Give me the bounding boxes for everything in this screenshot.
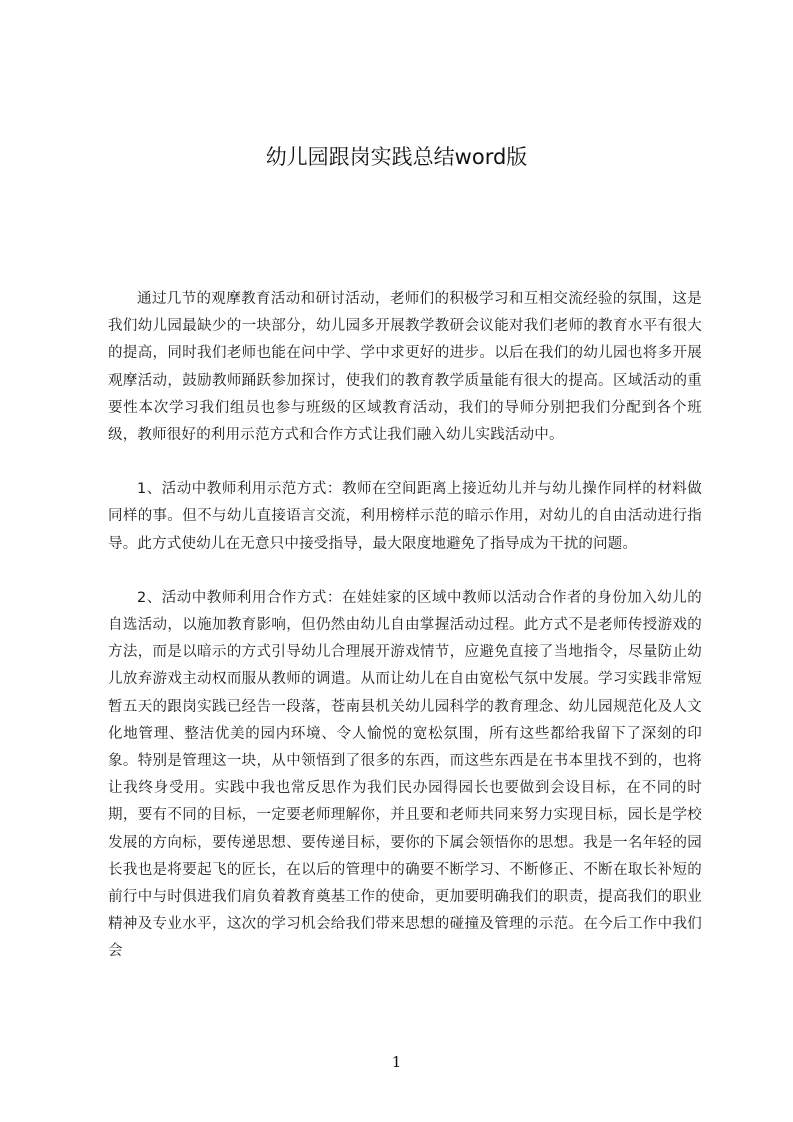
paragraph-cooperation-method: 2、活动中教师利用合作方式：在娃娃家的区域中教师以活动合作者的身份加入幼儿的自选活动，以施加教育影响，但仍然由幼儿自由掌握活动过程。此方式不是老师传授游戏的方法，而是以暗示的方式引导幼儿合理展开游戏情节，应避免直接了当地指令，尽量防止幼儿放弃游戏主动权而服从教师的调遣。从而让幼儿在自由宽松气氛中发展。学习实践非常短暂五天的跟岗实践已经告一段落，苍南县机关幼儿园科学的教育理念、幼儿园规范化及人文化地管理、整洁优美的园内环境、令人愉悦的宽松氛围，所有这些都给我留下了深刻的印象。特别是管理这一块，从中领悟到了很多的东西，而这些东西是在书本里找不到的，也将让我终身受用。实践中我也常反思作为我们民办园得园长也要做到会设目标，在不同的时期，要有不同的目标，一定要老师理解你，并且要和老师共同来努力实现目标，园长是学校发展的方向标，要传递思想、要传递目标，要你的下属会领悟你的思想。我是一名年轻的园长我也是将要起飞的匠长，在以后的管理中的确要不断学习、不断修正、不断在取长补短的前行中与时俱进我们肩负着教育奠基工作的使命，更加要明确我们的职责，提高我们的职业精神及专业水平，这次的学习机会给我们带来思想的碰撞及管理的示范。在今后工作中我们会 [108, 589, 702, 960]
paragraph-demonstration-method: 1、活动中教师利用示范方式：教师在空间距离上接近幼儿并与幼儿操作同样的材料做同样的事。但不与幼儿直接语言交流，利用榜样示范的暗示作用，对幼儿的自由活动进行指导。此方式使幼儿在无意只中接受指导，最大限度地避免了指导成为干扰的问题。 [108, 481, 702, 552]
document-title: 幼儿园跟岗实践总结word版 [265, 145, 528, 169]
document-body [108, 286, 702, 993]
page-number: 1 [391, 1053, 402, 1071]
paragraph-intro: 通过几节的观摩教育活动和研讨活动，老师们的积极学习和互相交流经验的氛围，这是我们幼儿园最缺少的一块部分，幼儿园多开展教学教研会议能对我们老师的教育水平有很大的提高，同时我们老师也能在问中学、学中求更好的进步。以后在我们的幼儿园也将多开展观摩活动，鼓励教师踊跃参加探讨，使我们的教育教学质量能有很大的提高。区域活动的重要性本次学习我们组员也参与班级的区域教育活动，我们的导师分别把我们分配到各个班级，教师很好的利用示范方式和合作方式让我们融入幼儿实践活动中。 [108, 291, 702, 444]
